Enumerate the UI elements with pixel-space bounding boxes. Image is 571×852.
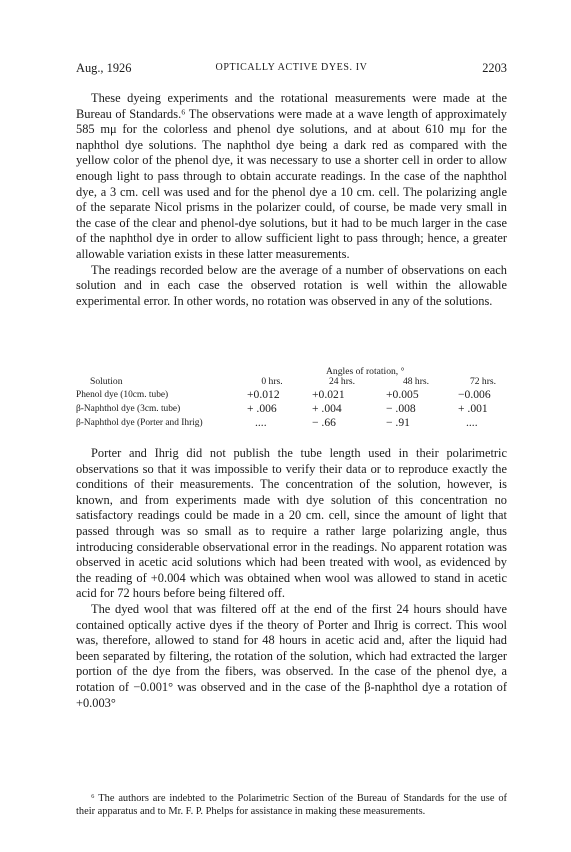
paragraph: The readings recorded below are the average of a number of observations on each solution and in each case the observed rotation is well within the allowable experimental error. In other words, no rotation was observed in any of the solutions. [76,262,507,308]
table-cell: − .91 [386,416,410,429]
column-header: Solution [90,376,123,387]
table-header-row [76,376,507,388]
footnote [76,793,507,818]
paragraph: The dyed wool that was filtered off at the end of the first 24 hours should have contained optically active dyes if the theory of Porter and Ihrig is correct. This wool was, therefore, allowed to stand for 48 hours in acetic acid and, after the liquid had been separated by filtering, the rotation of the solution, which had extracted the larger portion of the dye from the fibers, was observed. In the case of the phenol dye, a rotation of −0.001° was observed and in the case of the β-naphthol dye a rotation of +0.003° [76,601,507,710]
table-cell: +0.012 [247,388,280,401]
column-header: 48 hrs. [402,376,430,387]
table-cell: +0.005 [386,388,419,401]
column-header: 24 hrs. [328,376,356,387]
table-cell: + .001 [458,402,488,415]
table-cell: − .66 [312,416,336,429]
table-cell: .... [466,416,478,429]
table-cell: β-Naphthol dye (Porter and Ihrig) [76,418,203,428]
table-span-header: Angles of rotation, ° [326,366,405,377]
column-header: 72 hrs. [469,376,497,387]
paragraph: Porter and Ihrig did not publish the tube length used in their polarimetric observations so that it was impossible to verify their data or to reproduce exactly the conditions of their measurements. The concentration of the solution, however, is known, and from experiments made with dye solution of this concentration no satisfactory readings could be made in a 20 cm. cell, since the amount of light that passed through was so small as to require a rather large polarizing angle, thus introducing considerable observational error in the readings. No apparent rotation was observed in acetic acid solutions which had been treated with wool, as evidenced by the reading of +0.004 which was obtained when wool was allowed to stand in acetic acid for 72 hours before being filtered off. [76,446,507,601]
footnote-text: ⁶ The authors are indebted to the Polarimetric Section of the Bureau of Standards for the use of their apparatus and to Mr. F. P. Phelps for assistance in making these measurements. [76,793,507,817]
table-row [76,388,507,402]
table-cell: + .004 [312,402,342,415]
running-header [76,61,507,77]
table-cell: +0.021 [312,388,345,401]
column-header: 0 hrs. [261,376,283,387]
page-number: 2203 [482,61,507,75]
table-row [76,402,507,416]
body-text-bottom [76,446,507,711]
header-title: OPTICALLY ACTIVE DYES. IV [215,62,368,73]
table-row [76,416,507,430]
header-date: Aug., 1926 [76,61,132,75]
table-cell: Phenol dye (10cm. tube) [76,390,169,400]
table-cell: − .008 [386,402,416,415]
paragraph: These dyeing experiments and the rotational measurements were made at the Bureau of Standards.⁶ The observations were made at a wave length of approximately 585 mμ for the colorless and phenol dye solutions, and at about 610 mμ for the naphthol dye solutions. The naphthol dye being a dark red as compared with the yellow color of the phenol dye, it was necessary to use a shorter cell in order to allow enough light to pass through to obtain accurate readings. In the case of the naphthol dye, a 3 cm. cell was used and for the phenol dye a 10 cm. cell. The polarizing angle of the separate Nicol prisms in the polarizer could, of course, be made very small in the case of the clear and phenol-dye solutions, but it had to be much larger in the case of the naphthol dye in order to allow sufficient light to pass through; hence, a greater allowable variation exists in these latter measurements. [76,91,507,261]
rotation-table [76,366,507,430]
table-cell: + .006 [247,402,277,415]
table-cell: −0.006 [458,388,491,401]
table-cell: .... [255,416,267,429]
table-span-header-row [76,366,507,376]
body-text-top [76,91,507,309]
table-cell: β-Naphthol dye (3cm. tube) [76,404,181,414]
